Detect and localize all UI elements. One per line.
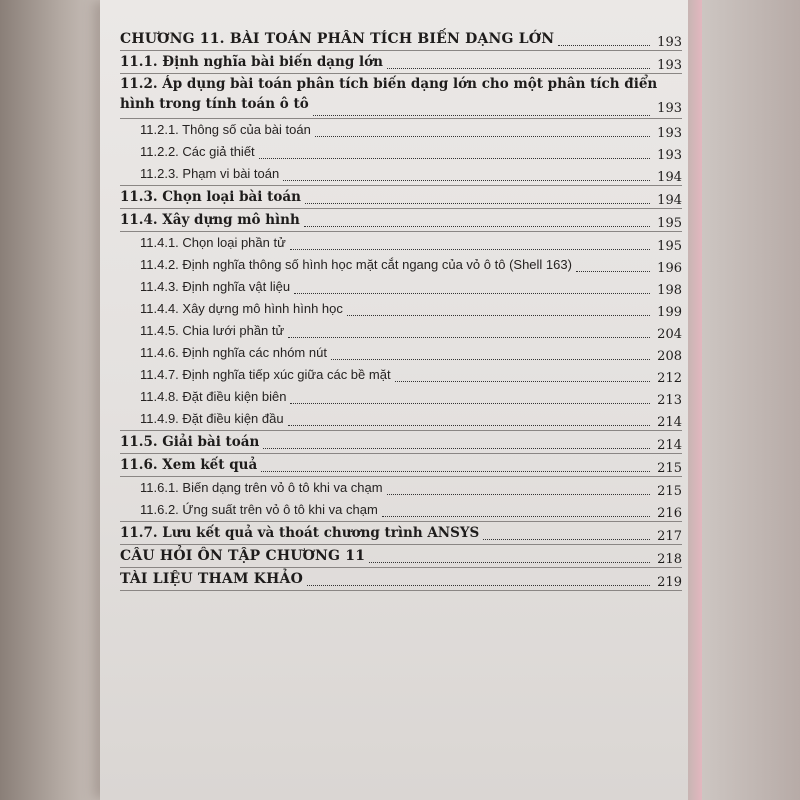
toc-page-number: 218	[657, 552, 682, 567]
toc-entry-title: TÀI LIỆU THAM KHẢO	[120, 571, 304, 587]
toc-page-number: 216	[657, 506, 682, 521]
toc-entry-title: 11.1. Định nghĩa bài biến dạng lớn	[120, 54, 383, 70]
dot-leader	[288, 425, 650, 426]
dot-leader	[313, 115, 650, 116]
toc-entry-title: 11.2.3. Phạm vi bài toán	[140, 166, 280, 181]
toc-page-number: 193	[657, 126, 682, 141]
toc-entry-title: 11.4.1. Chọn loại phần tử	[140, 235, 286, 250]
toc-entry-title: 11.4.5. Chia lưới phần tử	[140, 323, 285, 338]
toc-page-number: 198	[657, 283, 682, 298]
table-of-contents	[120, 28, 682, 591]
toc-page-number: 199	[657, 305, 682, 320]
toc-entry	[120, 499, 682, 521]
toc-entry	[120, 209, 682, 231]
toc-page-number: 193	[657, 101, 682, 116]
toc-entry	[120, 408, 682, 430]
toc-entry	[120, 431, 682, 453]
dot-leader	[305, 203, 650, 204]
toc-entry-title: 11.7. Lưu kết quả và thoát chương trình ANSYS	[120, 525, 480, 541]
book-page	[100, 0, 688, 800]
toc-entry	[120, 119, 682, 141]
toc-entry	[120, 545, 682, 567]
toc-entry	[120, 477, 682, 499]
toc-page-number: 204	[657, 327, 682, 342]
toc-page-number: 217	[657, 529, 682, 544]
toc-entry	[120, 454, 682, 476]
dot-leader	[288, 337, 650, 338]
dot-leader	[307, 585, 650, 586]
toc-entry	[120, 298, 682, 320]
toc-entry	[120, 320, 682, 342]
toc-entry-title: CHƯƠNG 11. BÀI TOÁN PHÂN TÍCH BIẾN DẠNG LỚN	[120, 31, 555, 47]
toc-entry-title: 11.4.6. Định nghĩa các nhóm nút	[140, 345, 327, 360]
toc-page-number: 195	[657, 239, 682, 254]
dot-leader	[290, 403, 650, 404]
toc-entry-title: 11.4.7. Định nghĩa tiếp xúc giữa các bề mặt	[140, 367, 391, 382]
dot-leader	[283, 180, 650, 181]
toc-entry	[120, 364, 682, 386]
toc-page-number: 219	[657, 575, 682, 590]
toc-entry	[120, 74, 682, 118]
dot-leader	[382, 516, 650, 517]
toc-entry-title: 11.6.2. Ứng suất trên vỏ ô tô khi va chạm	[140, 502, 378, 517]
dot-leader	[387, 68, 650, 69]
toc-entry	[120, 141, 682, 163]
toc-page-number: 196	[657, 261, 682, 276]
dot-leader	[290, 249, 650, 250]
toc-page-number: 193	[657, 58, 682, 73]
toc-entry	[120, 28, 682, 50]
toc-entry-title: 11.6.1. Biến dạng trên vỏ ô tô khi va chạm	[140, 480, 383, 495]
toc-entry	[120, 186, 682, 208]
dot-leader	[387, 494, 650, 495]
toc-page-number: 214	[657, 415, 682, 430]
dot-leader	[294, 293, 650, 294]
toc-entry-title: 11.4.4. Xây dựng mô hình hình học	[140, 301, 343, 316]
toc-page-number: 215	[657, 484, 682, 499]
divider	[120, 590, 682, 591]
dot-leader	[576, 271, 650, 272]
toc-entry-title: 11.2.1. Thông số của bài toán	[140, 122, 311, 137]
toc-entry-title: CÂU HỎI ÔN TẬP CHƯƠNG 11	[120, 548, 366, 564]
dot-leader	[395, 381, 650, 382]
toc-page-number: 212	[657, 371, 682, 386]
toc-entry	[120, 276, 682, 298]
dot-leader	[259, 158, 650, 159]
toc-entry-title: 11.3. Chọn loại bài toán	[120, 189, 301, 205]
dot-leader	[331, 359, 650, 360]
toc-entry-title: 11.4. Xây dựng mô hình	[120, 212, 300, 228]
dot-leader	[558, 45, 650, 46]
toc-entry-title: 11.6. Xem kết quả	[120, 457, 258, 473]
toc-entry	[120, 342, 682, 364]
toc-page-number: 194	[657, 170, 682, 185]
toc-page-number: 208	[657, 349, 682, 364]
dot-leader	[261, 471, 650, 472]
dot-leader	[315, 136, 650, 137]
toc-page-number: 193	[657, 148, 682, 163]
toc-entry-title: 11.2. Áp dụng bài toán phân tích biến dạng lớn cho một phân tích điển hình trong tính toán ô tô	[120, 76, 658, 112]
toc-entry	[120, 386, 682, 408]
toc-entry-title: 11.4.2. Định nghĩa thông số hình học mặt cắt ngang của vỏ ô tô (Shell 163)	[140, 257, 572, 272]
toc-page-number: 195	[657, 216, 682, 231]
toc-entry-title: 11.4.9. Đặt điều kiện đầu	[140, 411, 284, 426]
dot-leader	[369, 562, 650, 563]
dot-leader	[483, 539, 650, 540]
toc-entry	[120, 568, 682, 590]
toc-entry	[120, 254, 682, 276]
toc-page-number: 213	[657, 393, 682, 408]
toc-entry-title: 11.4.8. Đặt điều kiện biên	[140, 389, 287, 404]
toc-page-number: 193	[657, 35, 682, 50]
toc-page-number: 194	[657, 193, 682, 208]
toc-entry	[120, 51, 682, 73]
toc-page-number: 214	[657, 438, 682, 453]
toc-entry	[120, 163, 682, 185]
dot-leader	[304, 226, 650, 227]
toc-entry	[120, 522, 682, 544]
toc-entry-title: 11.2.2. Các giả thiết	[140, 144, 255, 159]
toc-entry	[120, 232, 682, 254]
toc-page-number: 215	[657, 461, 682, 476]
dot-leader	[263, 448, 650, 449]
toc-entry-title: 11.4.3. Định nghĩa vật liệu	[140, 279, 291, 294]
dot-leader	[347, 315, 650, 316]
toc-entry-title: 11.5. Giải bài toán	[120, 434, 260, 450]
